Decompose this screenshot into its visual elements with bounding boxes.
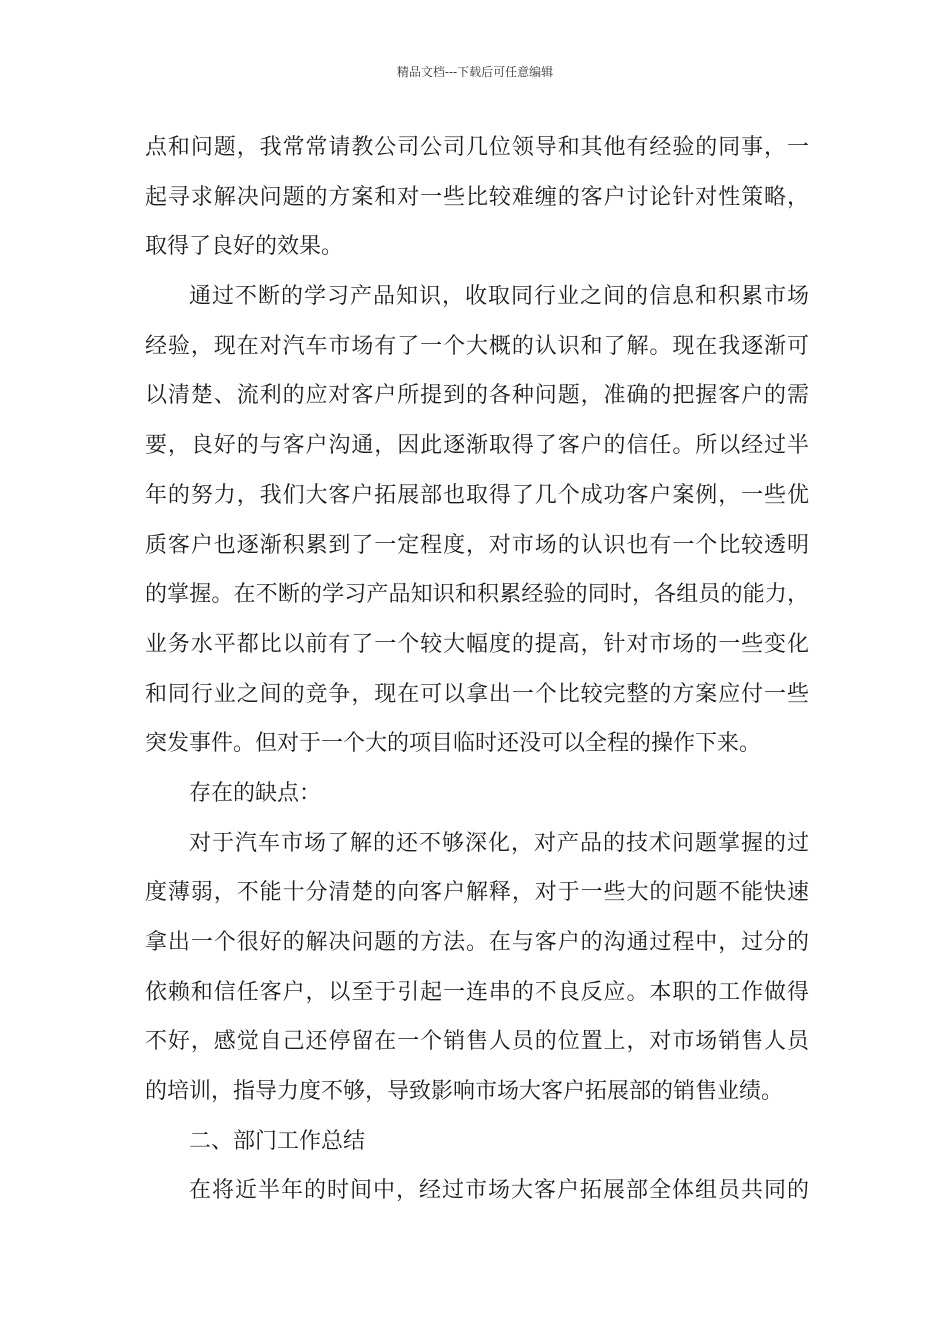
section-heading <box>145 1117 809 1167</box>
text-line: 经验，现在对汽车市场有了一个大概的认识和了解。现在我逐渐可 <box>145 333 809 359</box>
paragraph-3 <box>145 769 809 819</box>
text-line: 度薄弱，不能十分清楚的向客户解释，对于一些大的问题不能快速 <box>145 880 809 906</box>
text-line: 以清楚、流利的应对客户所提到的各种问题，准确的把握客户的需 <box>145 383 809 409</box>
text-line: 存在的缺点： <box>189 780 322 806</box>
paragraph-1 <box>145 123 809 272</box>
text-line: 二、部门工作总结 <box>189 1128 366 1154</box>
text-line: 质客户也逐渐积累到了一定程度，对市场的认识也有一个比较透明 <box>145 532 809 558</box>
text-line: 的掌握。在不断的学习产品知识和积累经验的同时，各组员的能力， <box>145 582 809 608</box>
text-line: 突发事件。但对于一个大的项目临时还没可以全程的操作下来。 <box>145 731 762 757</box>
text-line: 在将近半年的时间中，经过市场大客户拓展部全体组员共同的 <box>189 1178 809 1204</box>
paragraph-5 <box>145 1166 809 1216</box>
text-line: 点和问题，我常常请教公司公司几位领导和其他有经验的同事，一 <box>145 135 809 160</box>
text-line: 起寻求解决问题的方案和对一些比较难缠的客户讨论针对性策略， <box>145 184 809 210</box>
paragraph-4 <box>145 819 809 1117</box>
document-body <box>145 123 809 1216</box>
page-header: 精品文档---下载后可任意编辑 <box>396 65 554 79</box>
text-line: 对于汽车市场了解的还不够深化，对产品的技术问题掌握的过 <box>189 830 809 856</box>
text-line: 依赖和信任客户，以至于引起一连串的不良反应。本职的工作做得 <box>145 979 809 1005</box>
paragraph-2 <box>145 272 809 769</box>
text-line: 业务水平都比以前有了一个较大幅度的提高，针对市场的一些变化 <box>145 631 809 657</box>
text-line: 拿出一个很好的解决问题的方法。在与客户的沟通过程中，过分的 <box>145 930 809 955</box>
text-line: 的培训，指导力度不够，导致影响市场大客户拓展部的销售业绩。 <box>145 1079 784 1105</box>
text-line: 和同行业之间的竞争，现在可以拿出一个比较完整的方案应付一些 <box>145 681 809 707</box>
text-line: 通过不断的学习产品知识，收取同行业之间的信息和积累市场 <box>189 284 809 310</box>
text-line: 不好，感觉自己还停留在一个销售人员的位置上，对市场销售人员 <box>145 1029 809 1055</box>
text-line: 年的努力，我们大客户拓展部也取得了几个成功客户案例，一些优 <box>145 482 809 508</box>
text-line: 取得了良好的效果。 <box>145 234 344 260</box>
text-line: 要，良好的与客户沟通，因此逐渐取得了客户的信任。所以经过半 <box>145 433 809 459</box>
